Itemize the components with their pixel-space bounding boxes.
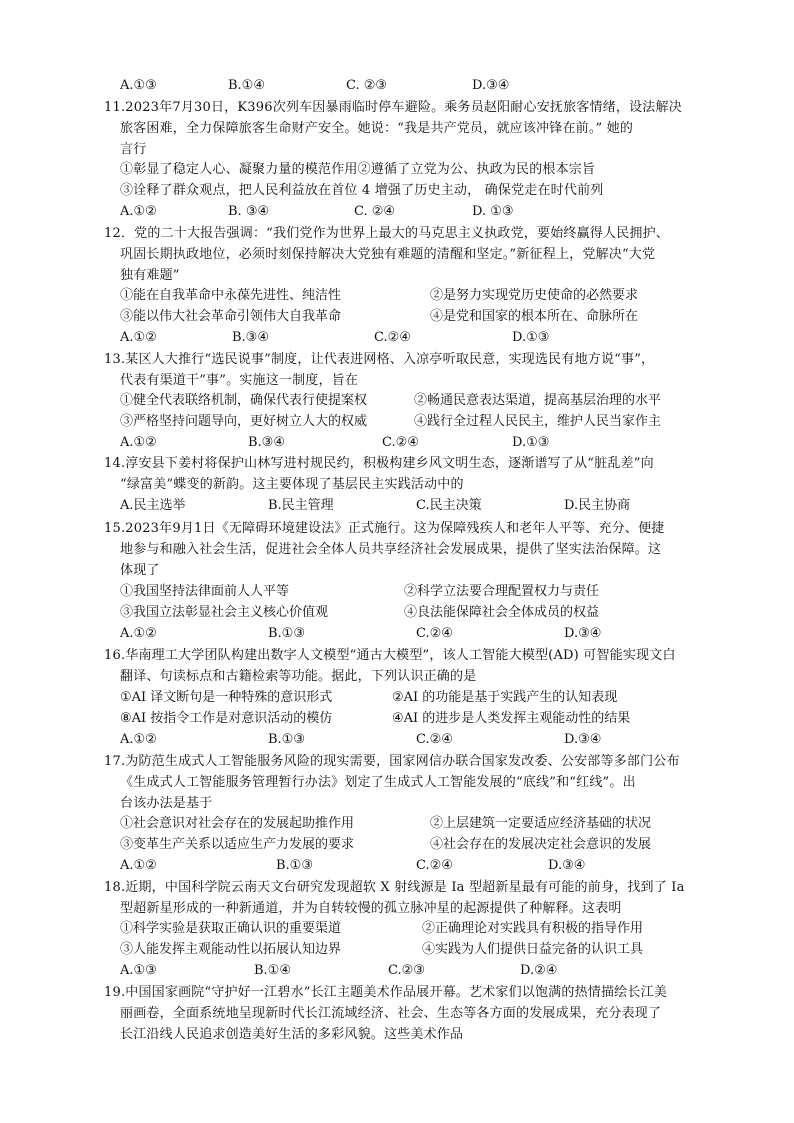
q12-stem-line: 12．党的二十大报告强调：“我们党作为世界上最大的马克思主义执政党，要始终赢得人民拥护、	[104, 226, 669, 241]
q17-item-1: ①社会意识对社会存在的发展起助推作用	[120, 816, 355, 831]
q16-item-2: ②AI 的功能是基于实践产生的认知表现	[392, 690, 618, 705]
q13-option-c[interactable]: C.②④	[382, 435, 419, 450]
q18-option-a[interactable]: A.①③	[120, 963, 157, 978]
q11-stem-line: 言行	[120, 142, 147, 157]
q16-option-a[interactable]: A.①②	[120, 732, 157, 747]
q16-item-3: ⑧AI 按指令工作是对意识活动的模仿	[120, 711, 333, 726]
q13-option-b[interactable]: B.③④	[248, 435, 285, 450]
q12-option-d[interactable]: D.①③	[512, 330, 550, 345]
q18-item-4: ④实践为人们提供日益完备的认识工具	[422, 942, 644, 957]
q13-item-2: ②畅通民意表达渠道，提高基层治理的水平	[414, 393, 662, 408]
q16-item-4: ④AI 的进步是人类发挥主观能动性的结果	[392, 711, 631, 726]
q10-option-d[interactable]: D.③④	[472, 78, 510, 93]
q16-option-b[interactable]: B.①③	[268, 732, 305, 747]
q10-option-a[interactable]: A.①③	[120, 78, 157, 93]
q18-item-3: ③人能发挥主观能动性以拓展认知边界	[120, 942, 342, 957]
q17-option-a[interactable]: A.①②	[120, 858, 157, 873]
q11-stem-line: 旅客困难，全力保障旅客生命财产安全。她说：“我是共产党员，就应该冲锋在前。” 她的	[120, 121, 634, 136]
q14-option-d[interactable]: D.民主协商	[564, 498, 631, 513]
q18-option-b[interactable]: B.①④	[254, 963, 291, 978]
q16-item-1: ①AI 译文断句是一种特殊的意识形式	[120, 690, 333, 705]
q14-stem-line: 14.淳安县下姜村将保护山林写进村规民约，积极构建乡风文明生态，逐渐谱写了从“脏乱差”向	[104, 456, 654, 471]
q17-item-3: ③变革生产关系以适应生产力发展的要求	[120, 837, 355, 852]
q18-item-2: ②正确理论对实践具有积极的指导作用	[422, 921, 644, 936]
q11-option-b[interactable]: B. ③④	[228, 204, 270, 219]
q12-stem-line: 独有难题”	[120, 268, 180, 283]
q13-option-a[interactable]: A.①②	[120, 435, 157, 450]
q12-option-b[interactable]: B.③④	[232, 330, 269, 345]
q17-option-d[interactable]: D.③④	[548, 858, 586, 873]
q12-item-3: ③能以伟大社会革命引领伟大自我革命	[120, 309, 342, 324]
q17-item-4: ④社会存在的发展决定社会意识的发展	[430, 837, 652, 852]
q18-option-d[interactable]: D.②④	[520, 963, 558, 978]
q14-option-c[interactable]: C.民主决策	[416, 498, 482, 513]
q15-item-4: ④良法能保障社会全体成员的权益	[404, 605, 600, 620]
q17-item-2: ②上层建筑一定要适应经济基础的状况	[430, 816, 652, 831]
q13-item-1: ①健全代表联络机制，确保代表行使提案权	[120, 393, 368, 408]
q16-option-d[interactable]: D.③④	[564, 732, 602, 747]
q14-option-b[interactable]: B.民主管理	[268, 498, 334, 513]
q19-stem-line: 19.中国国家画院“守护好一江碧水”长江主题美术作品展开幕。艺术家们以饱满的热情描绘长江美	[104, 985, 667, 1000]
q15-stem-line: 体现了	[120, 563, 160, 578]
q11-item-line: ③诠释了群众观点，把人民利益放在首位 4 增强了历史主动， 确保党走在时代前列	[120, 183, 604, 198]
q15-item-1: ①我国坚持法律面前人人平等	[120, 584, 290, 599]
q14-stem-line: “绿富美”蝶变的新韵。这主要体现了基层民主实践活动中的	[120, 477, 464, 492]
q11-option-c[interactable]: C. ②④	[354, 204, 396, 219]
q12-item-2: ②是努力实现党历史使命的必然要求	[430, 288, 639, 303]
q13-item-3: ③严格坚持问题导向，更好树立人大的权威	[120, 414, 368, 429]
q12-option-c[interactable]: C.②④	[374, 330, 411, 345]
q18-stem-line: 18.近期，中国科学院云南天文台研究发现超软 X 射线源是 Ia 型超新星最有可能的前身，找到了 Ia	[104, 880, 685, 895]
q10-option-c[interactable]: C. ②③	[346, 78, 388, 93]
q12-stem-line: 巩固长期执政地位，必须时刻保持解决大党独有难题的清醒和坚定。”新征程上，党解决“大党	[120, 247, 656, 262]
q11-item-line: ①彰显了稳定人心、凝聚力量的模范作用②遵循了立党为公、执政为民的根本宗旨	[120, 162, 596, 177]
q13-option-d[interactable]: D.①③	[512, 435, 550, 450]
q11-option-d[interactable]: D. ①③	[472, 204, 514, 219]
q11-option-a[interactable]: A.①②	[120, 204, 157, 219]
q13-stem-line: 代表有渠道干”事”。实施这一制度，旨在	[120, 373, 359, 388]
q15-item-2: ②科学立法要合理配置权力与责任	[404, 584, 600, 599]
q13-stem-line: 13.某区人大推行“选民说事”制度，让代表进网格、入凉亭听取民意，实现选民有地方说“事”，	[104, 352, 655, 367]
q11-stem-line: 11.2023年7月30日，K396次列车因暴雨临时停车避险。乘务员赵阳耐心安抚旅客情绪，设法解决	[104, 100, 682, 115]
q18-option-c[interactable]: C.②③	[388, 963, 425, 978]
q18-item-1: ①科学实验是获取正确认识的重要渠道	[120, 921, 342, 936]
q15-option-d[interactable]: D.③④	[564, 626, 602, 641]
q16-stem-line: 翻译、句读标点和古籍检索等功能。据此，下列认识正确的是	[120, 669, 477, 684]
q15-stem-line: 地参与和融入社会生活，促进社会全体人员共享经济社会发展成果，提供了坚实法治保障。这	[120, 542, 662, 557]
q15-stem-line: 15.2023年9月1日《无障碍环境建设法》正式施行。这为保障残疾人和老年人平等、充分、便捷	[104, 521, 665, 536]
q17-option-b[interactable]: B.①③	[276, 858, 313, 873]
q15-item-3: ③我国立法彰显社会主义核心价值观	[120, 605, 329, 620]
q18-stem-line: 型超新星形成的一种新通道，并为自转较慢的孤立脉冲星的起源提供了种解释。这表明	[120, 901, 622, 916]
q19-stem-line: 丽画卷，全面系统地呈现新时代长江流域经济、社会、生态等各方面的发展成果，充分表现了	[120, 1006, 662, 1021]
q17-stem-line: 《生成式人工智能服务管理暂行办法》划定了生成式人工智能发展的“底线”和“红线”。出	[120, 775, 636, 790]
q12-item-4: ④是党和国家的根本所在、命脉所在	[430, 309, 639, 324]
q10-option-b[interactable]: B.①④	[228, 78, 265, 93]
q12-item-1: ①能在自我革命中永葆先进性、纯洁性	[120, 288, 342, 303]
q17-option-c[interactable]: C.②④	[416, 858, 453, 873]
q15-option-b[interactable]: B.①③	[268, 626, 305, 641]
q16-stem-line: 16.华南理工大学团队构建出数字人文模型“通古大模型”，该人工智能大模型(AD) 可智能实现文白	[104, 648, 676, 663]
q12-option-a[interactable]: A.①②	[120, 330, 157, 345]
q19-stem-line: 长江沿线人民追求创造美好生活的多彩风貌。这些美术作品	[120, 1027, 464, 1042]
q13-item-4: ④践行全过程人民民主，维护人民当家作主	[414, 414, 662, 429]
q15-option-c[interactable]: C.②④	[416, 626, 453, 641]
q15-option-a[interactable]: A.①②	[120, 626, 157, 641]
q14-option-a[interactable]: A.民主选举	[120, 498, 186, 513]
q17-stem-line: 台该办法是基于	[120, 796, 213, 811]
q17-stem-line: 17.为防范生成式人工智能服务风险的现实需要，国家网信办联合国家发改委、公安部等多部门公布	[104, 754, 680, 769]
q16-option-c[interactable]: C.②④	[416, 732, 453, 747]
